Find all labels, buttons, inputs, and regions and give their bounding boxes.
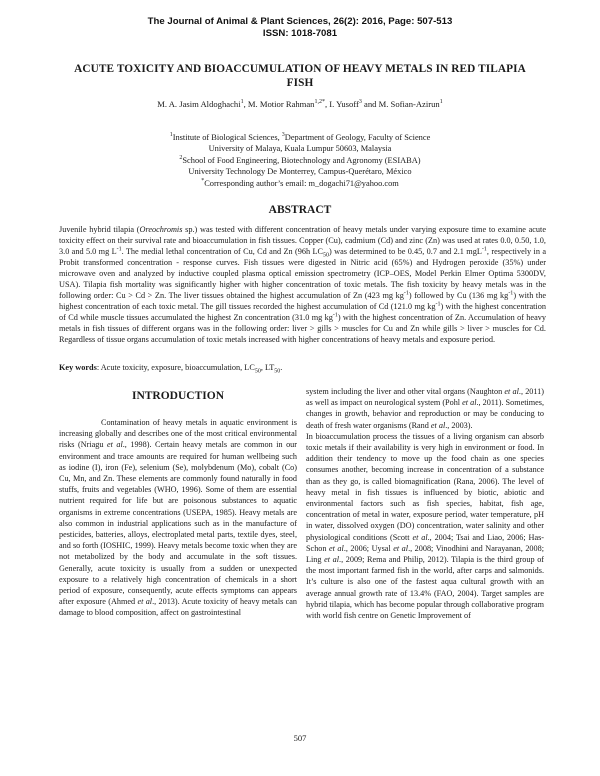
abstract-text: . The medial lethal concentration of Cu, Cd and Zn (96h LC	[121, 247, 324, 256]
abstract-superscript: -1	[435, 301, 441, 308]
et-al: et al	[106, 440, 123, 450]
corresponding-email	[0, 178, 600, 189]
author-separator: ,	[243, 99, 248, 109]
et-al: et al	[329, 543, 344, 553]
et-al: et al	[412, 532, 428, 542]
body-text: system including the liver and other vital organs (Naughton	[306, 387, 505, 396]
abstract-text: ) with the highest concentration of Cd while muscle tissues accumulated the highest Zn concentration (31.0 mg kg	[59, 302, 546, 322]
author-affiliation-mark: 1	[439, 99, 443, 106]
journal-header	[0, 16, 600, 40]
affiliation-mark: 2	[179, 155, 183, 162]
affiliation-text: Corresponding author’s email: m_dogachi71@yahoo.com	[204, 178, 399, 188]
intro-paragraph	[306, 431, 544, 621]
abstract-text: ) followed by Cu (136 mg kg	[408, 291, 509, 300]
keywords-subscript: 50	[254, 368, 261, 375]
abstract-superscript: -1	[481, 246, 487, 253]
author-name: M. Sofian-Azirun	[378, 99, 440, 109]
affiliation-text: Department of Geology, Faculty of Science	[284, 133, 431, 142]
et-al: et al	[137, 597, 153, 607]
body-text: ., 2003).	[445, 420, 473, 430]
author-name: M. Motior Rahman	[247, 99, 315, 109]
affiliation-text: School of Food Engineering, Biotechnology and Agronomy (ESIABA)	[182, 155, 421, 165]
affiliation-line: University of Malaya, Kuala Lumpur 50603, Malaysia	[208, 144, 392, 154]
left-column	[59, 385, 297, 619]
author-conjunction: and	[361, 99, 379, 109]
body-text: ., 2006; Uysal	[343, 543, 394, 553]
abstract-superscript: -1	[508, 290, 514, 297]
intro-paragraph	[306, 386, 544, 431]
author-affiliation-mark: 1,2*	[314, 99, 325, 106]
keywords-subscript: 50	[274, 368, 281, 375]
abstract-subscript: 50	[323, 252, 330, 259]
abstract-text: Juvenile hybrid tilapia (	[59, 225, 140, 234]
body-text: ., 2008; Vinodhini and Narayanan, 2008; Ling	[306, 543, 544, 565]
affiliations	[0, 132, 600, 189]
keywords-text: .	[280, 363, 283, 372]
keywords-label: Key words	[59, 363, 97, 372]
affiliation-mark: 3	[281, 132, 285, 139]
keywords-text: : Acute toxicity, exposure, bioaccumulation, LC	[96, 363, 255, 372]
abstract-body	[59, 224, 546, 345]
abstract-superscript: -1	[403, 290, 409, 297]
right-column	[306, 386, 544, 621]
introduction-heading: INTRODUCTION	[131, 390, 224, 402]
affiliation-line	[0, 132, 600, 143]
affiliation-mark: *	[201, 177, 205, 184]
abstract-text: ) was determined to be 0.45, 0.7 and 2.1 mgL	[329, 247, 482, 256]
paper-title: ACUTE TOXICITY AND BIOACCUMULATION OF HEAVY METALS IN RED TILAPIA FISH	[74, 63, 526, 89]
journal-citation: The Journal of Animal & Plant Sciences, 26(2): 2016, Page: 507-513	[147, 16, 453, 27]
body-text: Contamination of heavy metals in aquatic environment is increasing globally and describes one of the most critical environmental risks (Nriagu	[59, 418, 297, 450]
affiliation-line: University Technology De Monterrey, Campus-Querétaro, México	[188, 167, 412, 177]
intro-paragraph	[59, 417, 297, 619]
abstract-heading: ABSTRACT	[268, 204, 332, 216]
author-affiliation-mark: 1	[240, 99, 244, 106]
abstract-text: , respectively in a Probit transformed concentration - response curves. Fish tissues were digested in Nitric acid (65%) and Hydrogen peroxide (35%) under microwave oven and analyzed by inductive coupled plasma optical emission spectrometry (ICP–OES, Model Perkin Elmer Optima 5300DV, USA). Tilapia fish mortality was significantly higher with higher concentration of toxic metals. The fish toxicity by heavy metals was in the following order: Cu > Cd > Zn. The liver tissues obtained the highest accumulation of Zn (423 mg kg	[59, 247, 547, 300]
author-list	[0, 99, 600, 110]
author-name: M. A. Jasim Aldoghachi	[157, 99, 241, 109]
affiliation-mark: 1	[169, 132, 173, 139]
keywords	[59, 362, 546, 373]
abstract-species-name: Oreochromis	[139, 225, 183, 234]
abstract-superscript: -1	[116, 246, 122, 253]
page-number: 507	[293, 733, 307, 743]
affiliation-line	[0, 155, 600, 166]
body-text: ., 2011) as well as impact on neurological system (Pohl	[306, 387, 544, 408]
body-text: In bioaccumulation process the tissues of a living organism can absorb toxic metals if their availability is very high in environment or food. In addition their tendency to move up the food chain as one species consumes another, becoming increase in concentration of a substance than as they go, is called biomagnification (Rana, 2006). The level of heavy metal in fish tissues is influenced by biotic, abiotic and environmental factors such as fish species, habitat, fish age, concentration of metal in water, exposure period, water temperature, pH in water, dissolved oxygen (DO) concentration, water salinity and other physiological conditions (Scott	[306, 431, 544, 542]
et-al: et al	[324, 555, 340, 565]
journal-issn: ISSN: 1018-7081	[262, 28, 338, 39]
body-text: ., 2004; Tsai and Liao, 2006; Has-Schon	[306, 532, 544, 553]
body-text: ., 2013). Acute toxicity of heavy metals can damage to blood composition, affect on gastrointestinal	[59, 597, 297, 618]
abstract-text: ) with the highest concentration of each toxic metal. The gill tissues recorded the highest accumulation of Cd (121.0 mg kg	[59, 291, 547, 311]
author-separator: ,	[324, 99, 330, 109]
et-al: et al	[430, 420, 446, 430]
et-al: et al	[504, 387, 519, 396]
abstract-text: sp.) was tested with different concentration of heavy metals under varying exposure time to examine acute toxicity effect on their survival rate and bioaccumulation in fish tissues. Copper (Cu), cadmium (Cd) and zinc (Zn) was used at rates 0.0, 0.50, 1.0, 3.0 and 5.0 mg L	[59, 225, 546, 256]
author-affiliation-mark: 3	[358, 99, 362, 106]
affiliation-text: Institute of Biological Sciences,	[172, 133, 282, 142]
et-al: et al	[393, 543, 409, 553]
author-name: I. Yusoff	[329, 99, 359, 109]
keywords-text: , LT	[260, 363, 275, 372]
body-text: ., 2009; Rema and Philip, 2012). Tilapia is the third group of the most important farmed fish in the world, after carps and salmonids. It’s culture is also one of the fastest aqua cultural growth with an average annual growth rate of 13.4% (FAO, 2004). Target samples are hybrid tilapia, which has become popular through collaborative program with world fish centre on Genetic Improvement of	[306, 555, 545, 621]
body-text: ., 1998). Certain heavy metals are common in our environment and trace amounts are required for human wellbeing such as iodine (I), iron (Fe), selenium (Se), molybdenum (Mo), cobalt (Co) Cu, Mn, and Zn. These elements are commonly found naturally in food stuffs, fruits and vegetables (WHO, 1996). Some of them are essential nutrient required for life but are poisonous substances to aquatic organisms in extreme concentrations (USEPA, 1985). Heavy metals are also common in industrial applications such as in the manufacture of pesticides, batteries, alloys, electroplated metal parts, textile dyes, steel, and so forth (IOSHIC, 1999). Heavy metals become toxic when they are not metabolized by the body and accumulate in the soft tissues. Generally, acute toxicity is usually from a sudden or unexpected exposure to a relatively high concentration of chemicals in a short period of exposure, consequently, acute effects symptoms can appears after exposure (Ahmed	[59, 440, 297, 607]
abstract-text: ) with the highest concentration of Zn. Accumulation of heavy metals in fish tissues of different organs was in the following order: liver > gills > muscles for Cu and Zn while gills > liver > muscles for Cd. Regardless of tissue organs accumulation of toxic metals increased with higher concentrations of heavy metals and exposure period.	[59, 313, 546, 344]
et-al: et al	[462, 398, 477, 408]
body-text: ., 2011). Sometimes, changes in growth, behavior and reproduction or may be conducing to death of fresh water organisms (Rand	[306, 398, 544, 430]
abstract-superscript: -1	[332, 312, 338, 319]
